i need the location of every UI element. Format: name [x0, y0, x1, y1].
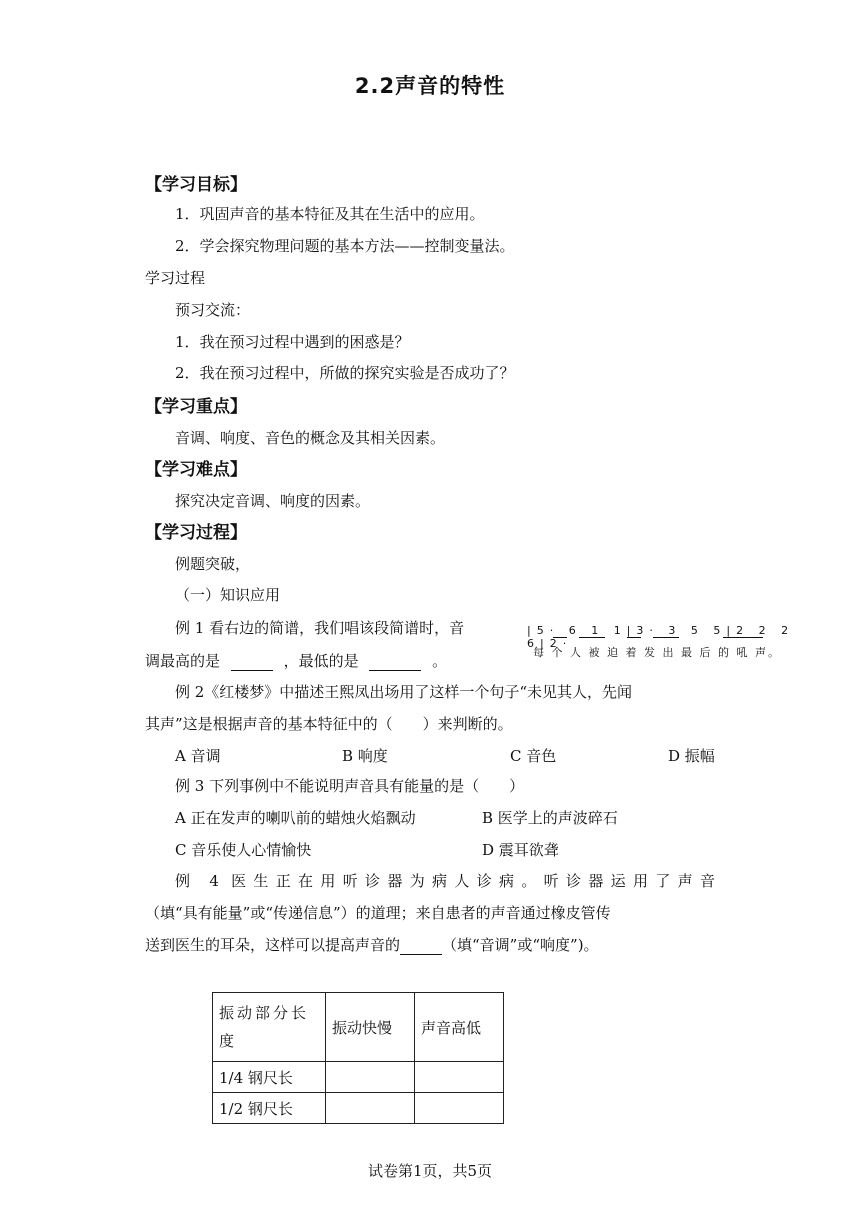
goal-item: 1．巩固声音的基本特征及其在生活中的应用。	[175, 205, 485, 223]
preview-item: 1．我在预习过程中遇到的困惑是？	[175, 333, 410, 351]
ex4-line2: （填“具有能量”或“传递信息”）的道理；来自患者的声音通过橡皮管传	[145, 904, 611, 922]
ex2-option-d: D 振幅	[668, 747, 715, 765]
ex3-option-c: C 音乐使人心情愉快	[175, 841, 312, 859]
table-header: 振动部分长度	[213, 993, 326, 1062]
ex1-lowest-label: ，最低的是	[283, 652, 359, 670]
ex3-option-d: D 震耳欲聋	[482, 841, 559, 859]
ex1-end: 。	[432, 652, 448, 670]
numbered-music-score	[525, 620, 837, 662]
ex1-lowest-blank[interactable]	[369, 656, 421, 671]
score-lyrics: 每 个 人 被 迫 着 发 出 最 后 的 吼 声。	[533, 646, 781, 659]
score-underline	[627, 637, 641, 638]
goal-item: 2．学会探究物理问题的基本方法——控制变量法。	[175, 237, 515, 255]
ex3-option-a: A 正在发声的喇叭前的蜡烛火焰飘动	[175, 809, 416, 827]
difficulty-header: 【学习难点】	[145, 460, 247, 480]
learning-header: 【学习过程】	[145, 523, 247, 543]
process-label: 学习过程	[145, 269, 206, 287]
ex4-line3-tail: （填“音调”或“响度”)。	[442, 936, 599, 954]
key-text: 音调、响度、音色的概念及其相关因素。	[175, 429, 446, 447]
table-header: 振动快慢	[326, 993, 415, 1062]
ex1-highest-blank[interactable]	[231, 656, 273, 671]
preview-item: 2．我在预习过程中，所做的探究实验是否成功了？	[175, 364, 515, 382]
ex1-highest-label: 调最高的是	[145, 652, 221, 670]
page-footer: 试卷第1页，共5页	[367, 1162, 493, 1180]
score-underline	[723, 637, 763, 638]
table-cell: 1/4 钢尺长	[213, 1062, 326, 1093]
table-cell-blank[interactable]	[415, 1093, 504, 1124]
table-row	[213, 1093, 504, 1124]
key-header: 【学习重点】	[145, 397, 247, 417]
difficulty-text: 探究决定音调、响度的因素。	[175, 492, 371, 510]
ex2-option-a: A 音调	[175, 747, 221, 765]
table-cell-blank[interactable]	[415, 1062, 504, 1093]
ex2-option-c: C 音色	[510, 747, 557, 765]
ex4-blank[interactable]	[400, 940, 442, 955]
table-header-row	[213, 993, 504, 1062]
ex1-line2	[145, 650, 447, 671]
score-notes: |5· 6 1 1|3· 3 5 5|2 2 2 6|2·	[527, 624, 795, 650]
table-row	[213, 1062, 504, 1093]
score-underline	[553, 637, 567, 638]
ex2-line1: 例 2《红楼梦》中描述王熙凤出场用了这样一个句子“未见其人，先闻	[175, 683, 632, 701]
ruler-table	[212, 992, 504, 1124]
ex2-line2: 其声”这是根据声音的基本特征中的（ ）来判断的。	[145, 715, 513, 733]
score-underline	[653, 637, 679, 638]
section-knowledge: （一）知识应用	[175, 586, 281, 604]
ex4-line3	[145, 934, 599, 955]
table-cell-blank[interactable]	[326, 1093, 415, 1124]
ex4-line1: 例 4 医生正在用听诊器为病人诊病。听诊器运用了声音	[175, 872, 715, 890]
table-cell-blank[interactable]	[326, 1062, 415, 1093]
preview-label: 预习交流：	[175, 301, 251, 319]
table-header: 声音高低	[415, 993, 504, 1062]
page-title: 2.2声音的特性	[354, 74, 506, 98]
ex4-line3-text: 送到医生的耳朵，这样可以提高声音的	[145, 936, 401, 954]
ex1-line1: 例 1 看右边的简谱，我们唱该段简谱时，音	[175, 619, 465, 637]
score-underline	[579, 637, 605, 638]
ex3-option-b: B 医学上的声波碎石	[482, 809, 618, 827]
learning-intro: 例题突破，	[175, 555, 251, 573]
goals-header: 【学习目标】	[145, 175, 247, 195]
table-cell: 1/2 钢尺长	[213, 1093, 326, 1124]
ex3-stem: 例 3 下列事例中不能说明声音具有能量的是（ ）	[175, 777, 525, 795]
ex2-option-b: B 响度	[342, 747, 388, 765]
